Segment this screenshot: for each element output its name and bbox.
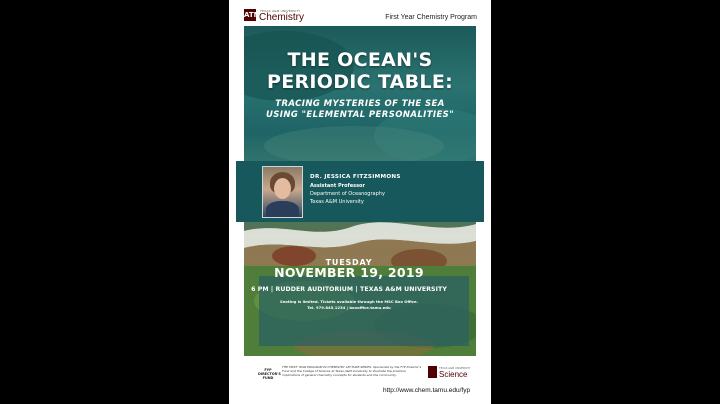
event-subtitle-line1: TRACING MYSTERIES OF THE SEA (275, 99, 445, 109)
college-university-label: TEXAS A&M UNIVERSITY (439, 367, 471, 370)
tamu-logo-icon: ATM (244, 11, 261, 19)
college-label: Science (439, 370, 468, 379)
fyp-fund-label: FYP DIRECTOR'S FUND (258, 368, 281, 380)
event-date: NOVEMBER 19, 2019 (274, 265, 424, 280)
university-label: TEXAS A&M UNIVERSITY (260, 9, 301, 13)
poster-footer (229, 362, 491, 386)
event-day: TUESDAY (325, 258, 373, 267)
event-subtitle-line2: USING "ELEMENTAL PERSONALITIES" (265, 110, 455, 120)
program-label: First Year Chemistry Program (385, 14, 477, 21)
tamu-science-logo-icon (428, 366, 437, 378)
program-url-link[interactable]: http://www.chem.tamu.edu/fyp (383, 387, 471, 394)
speaker-title: Assistant Professor (310, 183, 365, 189)
sponsor-description: THE FIRST YEAR PROGRAM IN CHEMISTRY LECTURE SERIES: Sponsored by the FYP Director's Fund and the College of Science at Texas A&M University to illustrate the practical implications of general chemistry concepts for students and the community. (282, 365, 422, 377)
seating-note: Seating is limited. Tickets available through the MSC Box Office. (279, 299, 419, 304)
speaker-university: Texas A&M University (310, 199, 364, 205)
event-poster (229, 0, 491, 404)
speaker-name: DR. JESSICA FITZSIMMONS (310, 174, 401, 180)
event-title-line2: PERIODIC TABLE: (266, 71, 453, 93)
box-office-contact: Tel. 979.845.1234 | boxoffice.tamu.edu (307, 305, 391, 310)
event-title-line1: THE OCEAN'S (287, 49, 433, 71)
speaker-department: Department of Oceanography (310, 191, 385, 197)
department-label: Chemistry (259, 12, 305, 23)
event-time-place: 6 PM | RUDDER AUDITORIUM | TEXAS A&M UNIVERSITY (251, 286, 447, 293)
